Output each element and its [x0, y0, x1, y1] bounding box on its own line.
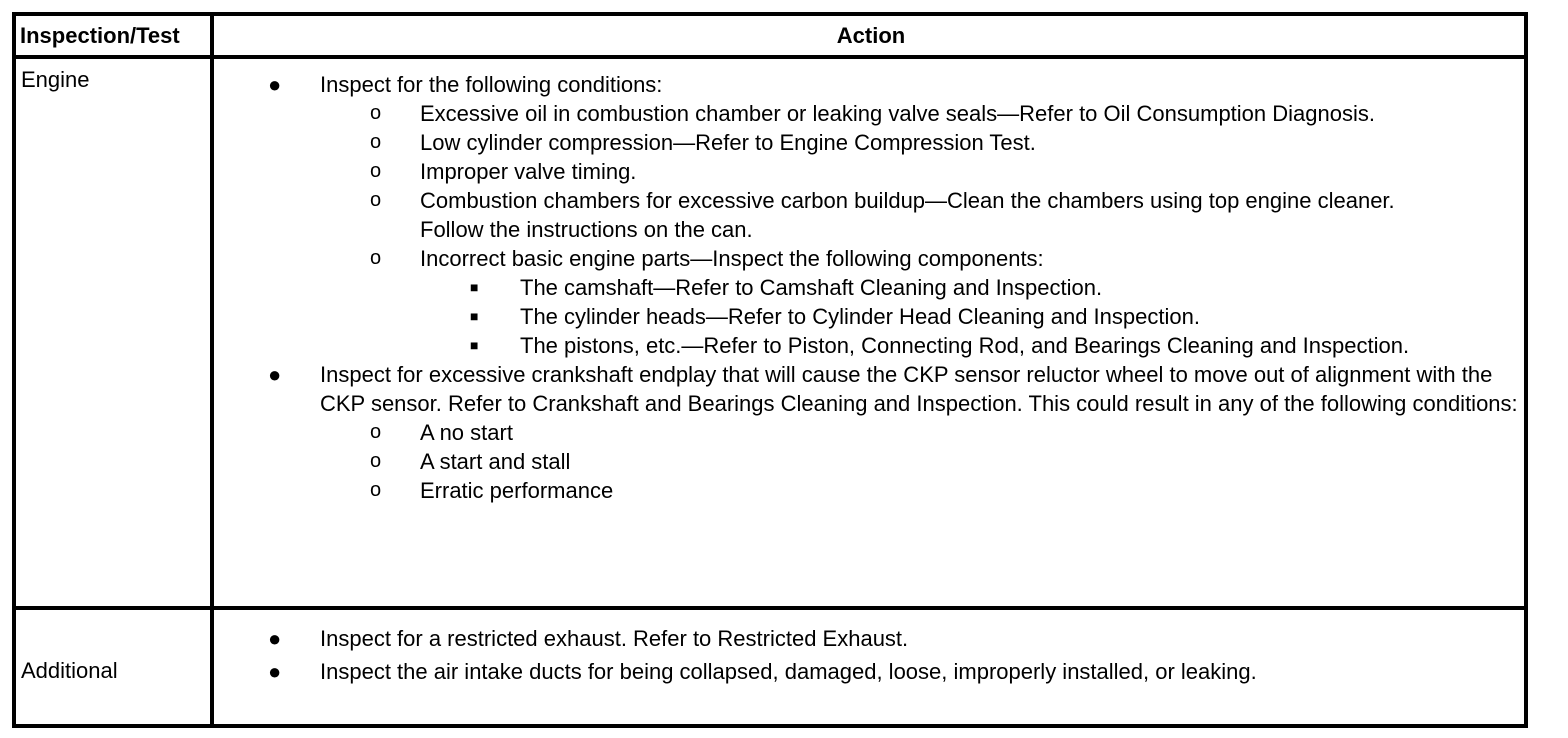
square-marker: ■	[470, 279, 479, 295]
action-item	[214, 622, 1524, 655]
square-marker: ■	[470, 308, 479, 324]
inspection-table	[12, 12, 1528, 728]
header-action: Action	[836, 23, 906, 48]
sub-item	[320, 447, 1524, 476]
sub-item	[320, 157, 1524, 186]
row-divider	[16, 606, 1524, 610]
sub-item-text: Combustion chambers for excessive carbon buildup—Clean the chambers using top engine cleaner. Follow the instructions on the can.	[420, 188, 1395, 242]
sub-item-text: Low cylinder compression—Refer to Engine Compression Test.	[420, 130, 1036, 155]
circle-marker: o	[370, 247, 382, 269]
additional-actions	[214, 622, 1524, 688]
circle-marker: o	[370, 450, 382, 472]
sub-item-text: A start and stall	[420, 449, 571, 474]
bullet-marker: ●	[268, 626, 282, 651]
circle-marker: o	[370, 421, 382, 443]
sub-item-text: Incorrect basic engine parts—Inspect the following components:	[420, 246, 1044, 271]
square-marker: ■	[470, 337, 479, 353]
sub-sub-item-text: The pistons, etc.—Refer to Piston, Connecting Rod, and Bearings Cleaning and Inspection.	[520, 333, 1410, 358]
row-label-engine: Engine	[21, 67, 90, 92]
row-label-additional: Additional	[21, 658, 118, 683]
circle-marker: o	[370, 189, 382, 211]
engine-actions	[214, 70, 1524, 505]
sub-item	[320, 476, 1524, 505]
sub-item	[320, 244, 1524, 360]
circle-marker: o	[370, 160, 382, 182]
action-text: Inspect for a restricted exhaust. Refer to Restricted Exhaust.	[320, 626, 909, 651]
bullet-marker: ●	[268, 659, 282, 684]
action-item	[214, 70, 1524, 360]
sub-item-text: A no start	[420, 420, 513, 445]
sub-item-text: Improper valve timing.	[420, 159, 637, 184]
header-inspection-test: Inspection/Test	[20, 23, 180, 48]
sub-item	[320, 99, 1524, 128]
sub-item-text: Erratic performance	[420, 478, 614, 503]
sub-sub-item	[420, 302, 1524, 331]
action-item	[214, 360, 1524, 505]
header-divider	[16, 55, 1524, 59]
circle-marker: o	[370, 479, 382, 501]
action-text: Inspect for excessive crankshaft endplay that will cause the CKP sensor reluctor wheel to move out of alignment with the CKP sensor. Refer to Crankshaft and Bearings Cleaning and Inspection. This could result in any of the following conditions:	[320, 362, 1518, 416]
sub-item	[320, 186, 1524, 244]
sub-item-text: Excessive oil in combustion chamber or leaking valve seals—Refer to Oil Consumption Diagnosis.	[420, 101, 1375, 126]
action-item	[214, 655, 1524, 688]
circle-marker: o	[370, 131, 382, 153]
sub-sub-item	[420, 273, 1524, 302]
sub-item	[320, 128, 1524, 157]
sub-sub-item	[420, 331, 1524, 360]
sub-sub-item-text: The camshaft—Refer to Camshaft Cleaning and Inspection.	[520, 275, 1103, 300]
bullet-marker: ●	[268, 72, 282, 97]
sub-sub-item-text: The cylinder heads—Refer to Cylinder Head Cleaning and Inspection.	[520, 304, 1200, 329]
bullet-marker: ●	[268, 362, 282, 387]
action-text: Inspect the air intake ducts for being collapsed, damaged, loose, improperly installed, or leaking.	[320, 659, 1257, 684]
circle-marker: o	[370, 102, 382, 124]
action-text: Inspect for the following conditions:	[320, 72, 663, 97]
sub-item	[320, 418, 1524, 447]
